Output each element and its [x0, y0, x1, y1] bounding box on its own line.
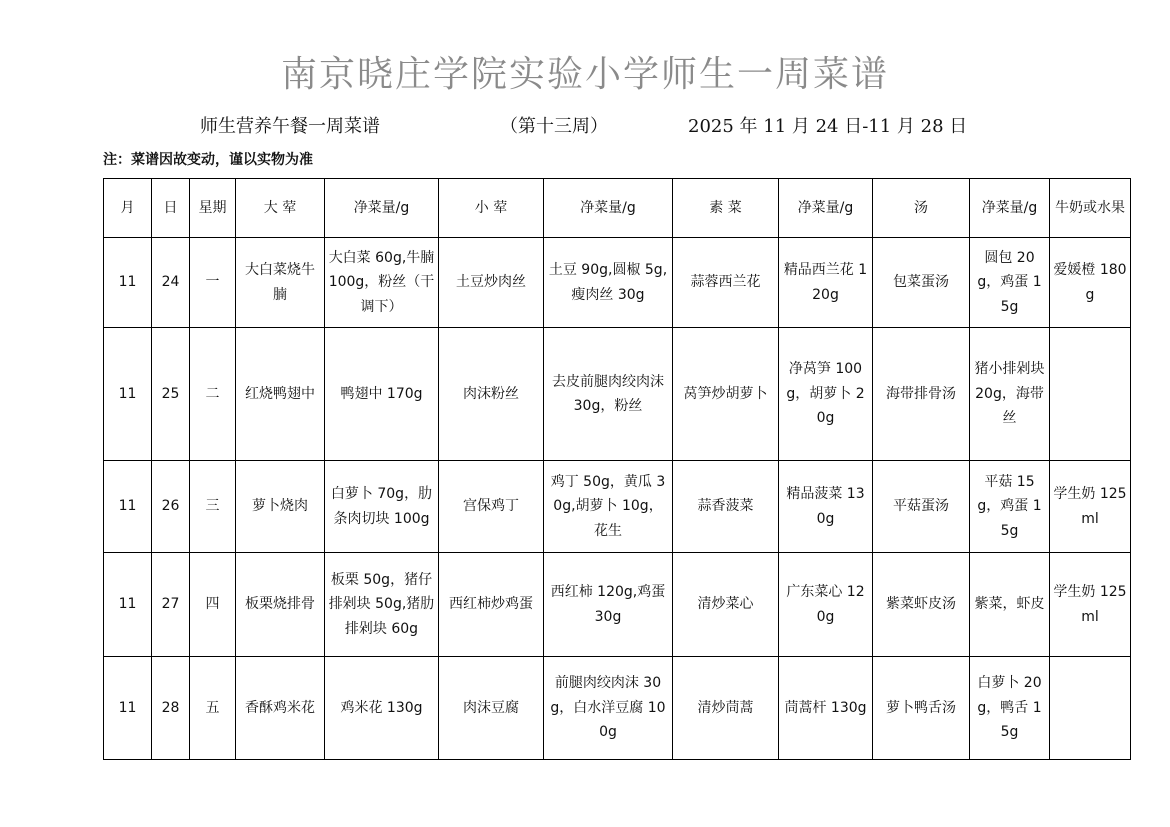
cell-month: 11 — [104, 461, 152, 553]
header-milk-fruit: 牛奶或水果 — [1050, 179, 1131, 238]
cell-veg-dish: 清炒茼蒿 — [673, 657, 779, 760]
cell-veg-dish: 清炒菜心 — [673, 553, 779, 657]
cell-side-qty: 去皮前腿肉绞肉沫 30g，粉丝 — [544, 328, 673, 461]
cell-weekday: 四 — [190, 553, 236, 657]
cell-month: 11 — [104, 328, 152, 461]
cell-soup: 紫菜虾皮汤 — [873, 553, 970, 657]
cell-veg-qty: 广东菜心 120g — [779, 553, 873, 657]
cell-milk-fruit: 爱媛橙 180g — [1050, 238, 1131, 328]
cell-veg-qty: 净莴笋 100g，胡萝卜 20g — [779, 328, 873, 461]
header-main-qty: 净菜量/g — [325, 179, 439, 238]
cell-soup: 萝卜鸭舌汤 — [873, 657, 970, 760]
cell-month: 11 — [104, 657, 152, 760]
header-month: 月 — [104, 179, 152, 238]
date-range: 2025 年 11 月 24 日-11 月 28 日 — [688, 116, 968, 137]
cell-milk-fruit: 学生奶 125ml — [1050, 553, 1131, 657]
header-weekday: 星期 — [190, 179, 236, 238]
cell-main-qty: 大白菜 60g,牛腩 100g，粉丝（干调下） — [325, 238, 439, 328]
cell-main-qty: 白萝卜 70g，肋条肉切块 100g — [325, 461, 439, 553]
header-soup-qty: 净菜量/g — [970, 179, 1050, 238]
cell-day: 24 — [152, 238, 190, 328]
cell-day: 28 — [152, 657, 190, 760]
cell-weekday: 五 — [190, 657, 236, 760]
cell-main-qty: 板栗 50g，猪仔排剁块 50g,猪肋排剁块 60g — [325, 553, 439, 657]
menu-subtitle: 师生营养午餐一周菜谱 — [200, 116, 380, 137]
cell-soup: 海带排骨汤 — [873, 328, 970, 461]
menu-table — [103, 178, 1131, 760]
cell-soup-qty: 平菇 15g，鸡蛋 15g — [970, 461, 1050, 553]
cell-soup-qty: 白萝卜 20g，鸭舌 15g — [970, 657, 1050, 760]
cell-side-dish: 肉沫粉丝 — [439, 328, 544, 461]
header-side-dish: 小 荤 — [439, 179, 544, 238]
cell-side-qty: 西红柿 120g,鸡蛋 30g — [544, 553, 673, 657]
table-row — [104, 657, 1131, 760]
header-veg-dish: 素 菜 — [673, 179, 779, 238]
cell-month: 11 — [104, 238, 152, 328]
cell-veg-qty: 茼蒿杆 130g — [779, 657, 873, 760]
table-row — [104, 553, 1131, 657]
cell-month: 11 — [104, 553, 152, 657]
cell-veg-dish: 蒜蓉西兰花 — [673, 238, 779, 328]
header-veg-qty: 净菜量/g — [779, 179, 873, 238]
cell-main-dish: 香酥鸡米花 — [236, 657, 325, 760]
page-title: 南京晓庄学院实验小学师生一周菜谱 — [280, 54, 889, 95]
cell-milk-fruit: 学生奶 125ml — [1050, 461, 1131, 553]
table-row — [104, 238, 1131, 328]
cell-veg-qty: 精品西兰花 120g — [779, 238, 873, 328]
cell-side-qty: 前腿肉绞肉沫 30g，白水洋豆腐 100g — [544, 657, 673, 760]
cell-day: 27 — [152, 553, 190, 657]
cell-veg-dish: 蒜香菠菜 — [673, 461, 779, 553]
cell-soup: 平菇蛋汤 — [873, 461, 970, 553]
cell-soup-qty: 圆包 20g，鸡蛋 15g — [970, 238, 1050, 328]
header-side-qty: 净菜量/g — [544, 179, 673, 238]
cell-side-dish: 宫保鸡丁 — [439, 461, 544, 553]
cell-weekday: 二 — [190, 328, 236, 461]
cell-side-dish: 西红柿炒鸡蛋 — [439, 553, 544, 657]
cell-side-qty: 鸡丁 50g，黄瓜 30g,胡萝卜 10g，花生 — [544, 461, 673, 553]
cell-side-dish: 肉沫豆腐 — [439, 657, 544, 760]
header-day: 日 — [152, 179, 190, 238]
cell-veg-dish: 莴笋炒胡萝卜 — [673, 328, 779, 461]
cell-day: 26 — [152, 461, 190, 553]
cell-main-qty: 鸡米花 130g — [325, 657, 439, 760]
header-soup: 汤 — [873, 179, 970, 238]
cell-veg-qty: 精品菠菜 130g — [779, 461, 873, 553]
cell-weekday: 一 — [190, 238, 236, 328]
cell-day: 25 — [152, 328, 190, 461]
cell-milk-fruit — [1050, 328, 1131, 461]
cell-side-dish: 土豆炒肉丝 — [439, 238, 544, 328]
cell-main-qty: 鸭翅中 170g — [325, 328, 439, 461]
cell-soup-qty: 猪小排剁块 20g，海带丝 — [970, 328, 1050, 461]
cell-main-dish: 红烧鸭翅中 — [236, 328, 325, 461]
cell-main-dish: 板栗烧排骨 — [236, 553, 325, 657]
cell-soup-qty: 紫菜，虾皮 — [970, 553, 1050, 657]
table-header-row — [104, 179, 1131, 238]
header-main-dish: 大 荤 — [236, 179, 325, 238]
menu-note: 注：菜谱因故变动，谨以实物为准 — [103, 152, 313, 168]
table-row — [104, 328, 1131, 461]
cell-main-dish: 萝卜烧肉 — [236, 461, 325, 553]
cell-main-dish: 大白菜烧牛腩 — [236, 238, 325, 328]
week-label: （第十三周） — [500, 116, 608, 137]
cell-milk-fruit — [1050, 657, 1131, 760]
table-row — [104, 461, 1131, 553]
cell-soup: 包菜蛋汤 — [873, 238, 970, 328]
cell-side-qty: 土豆 90g,圆椒 5g,瘦肉丝 30g — [544, 238, 673, 328]
cell-weekday: 三 — [190, 461, 236, 553]
